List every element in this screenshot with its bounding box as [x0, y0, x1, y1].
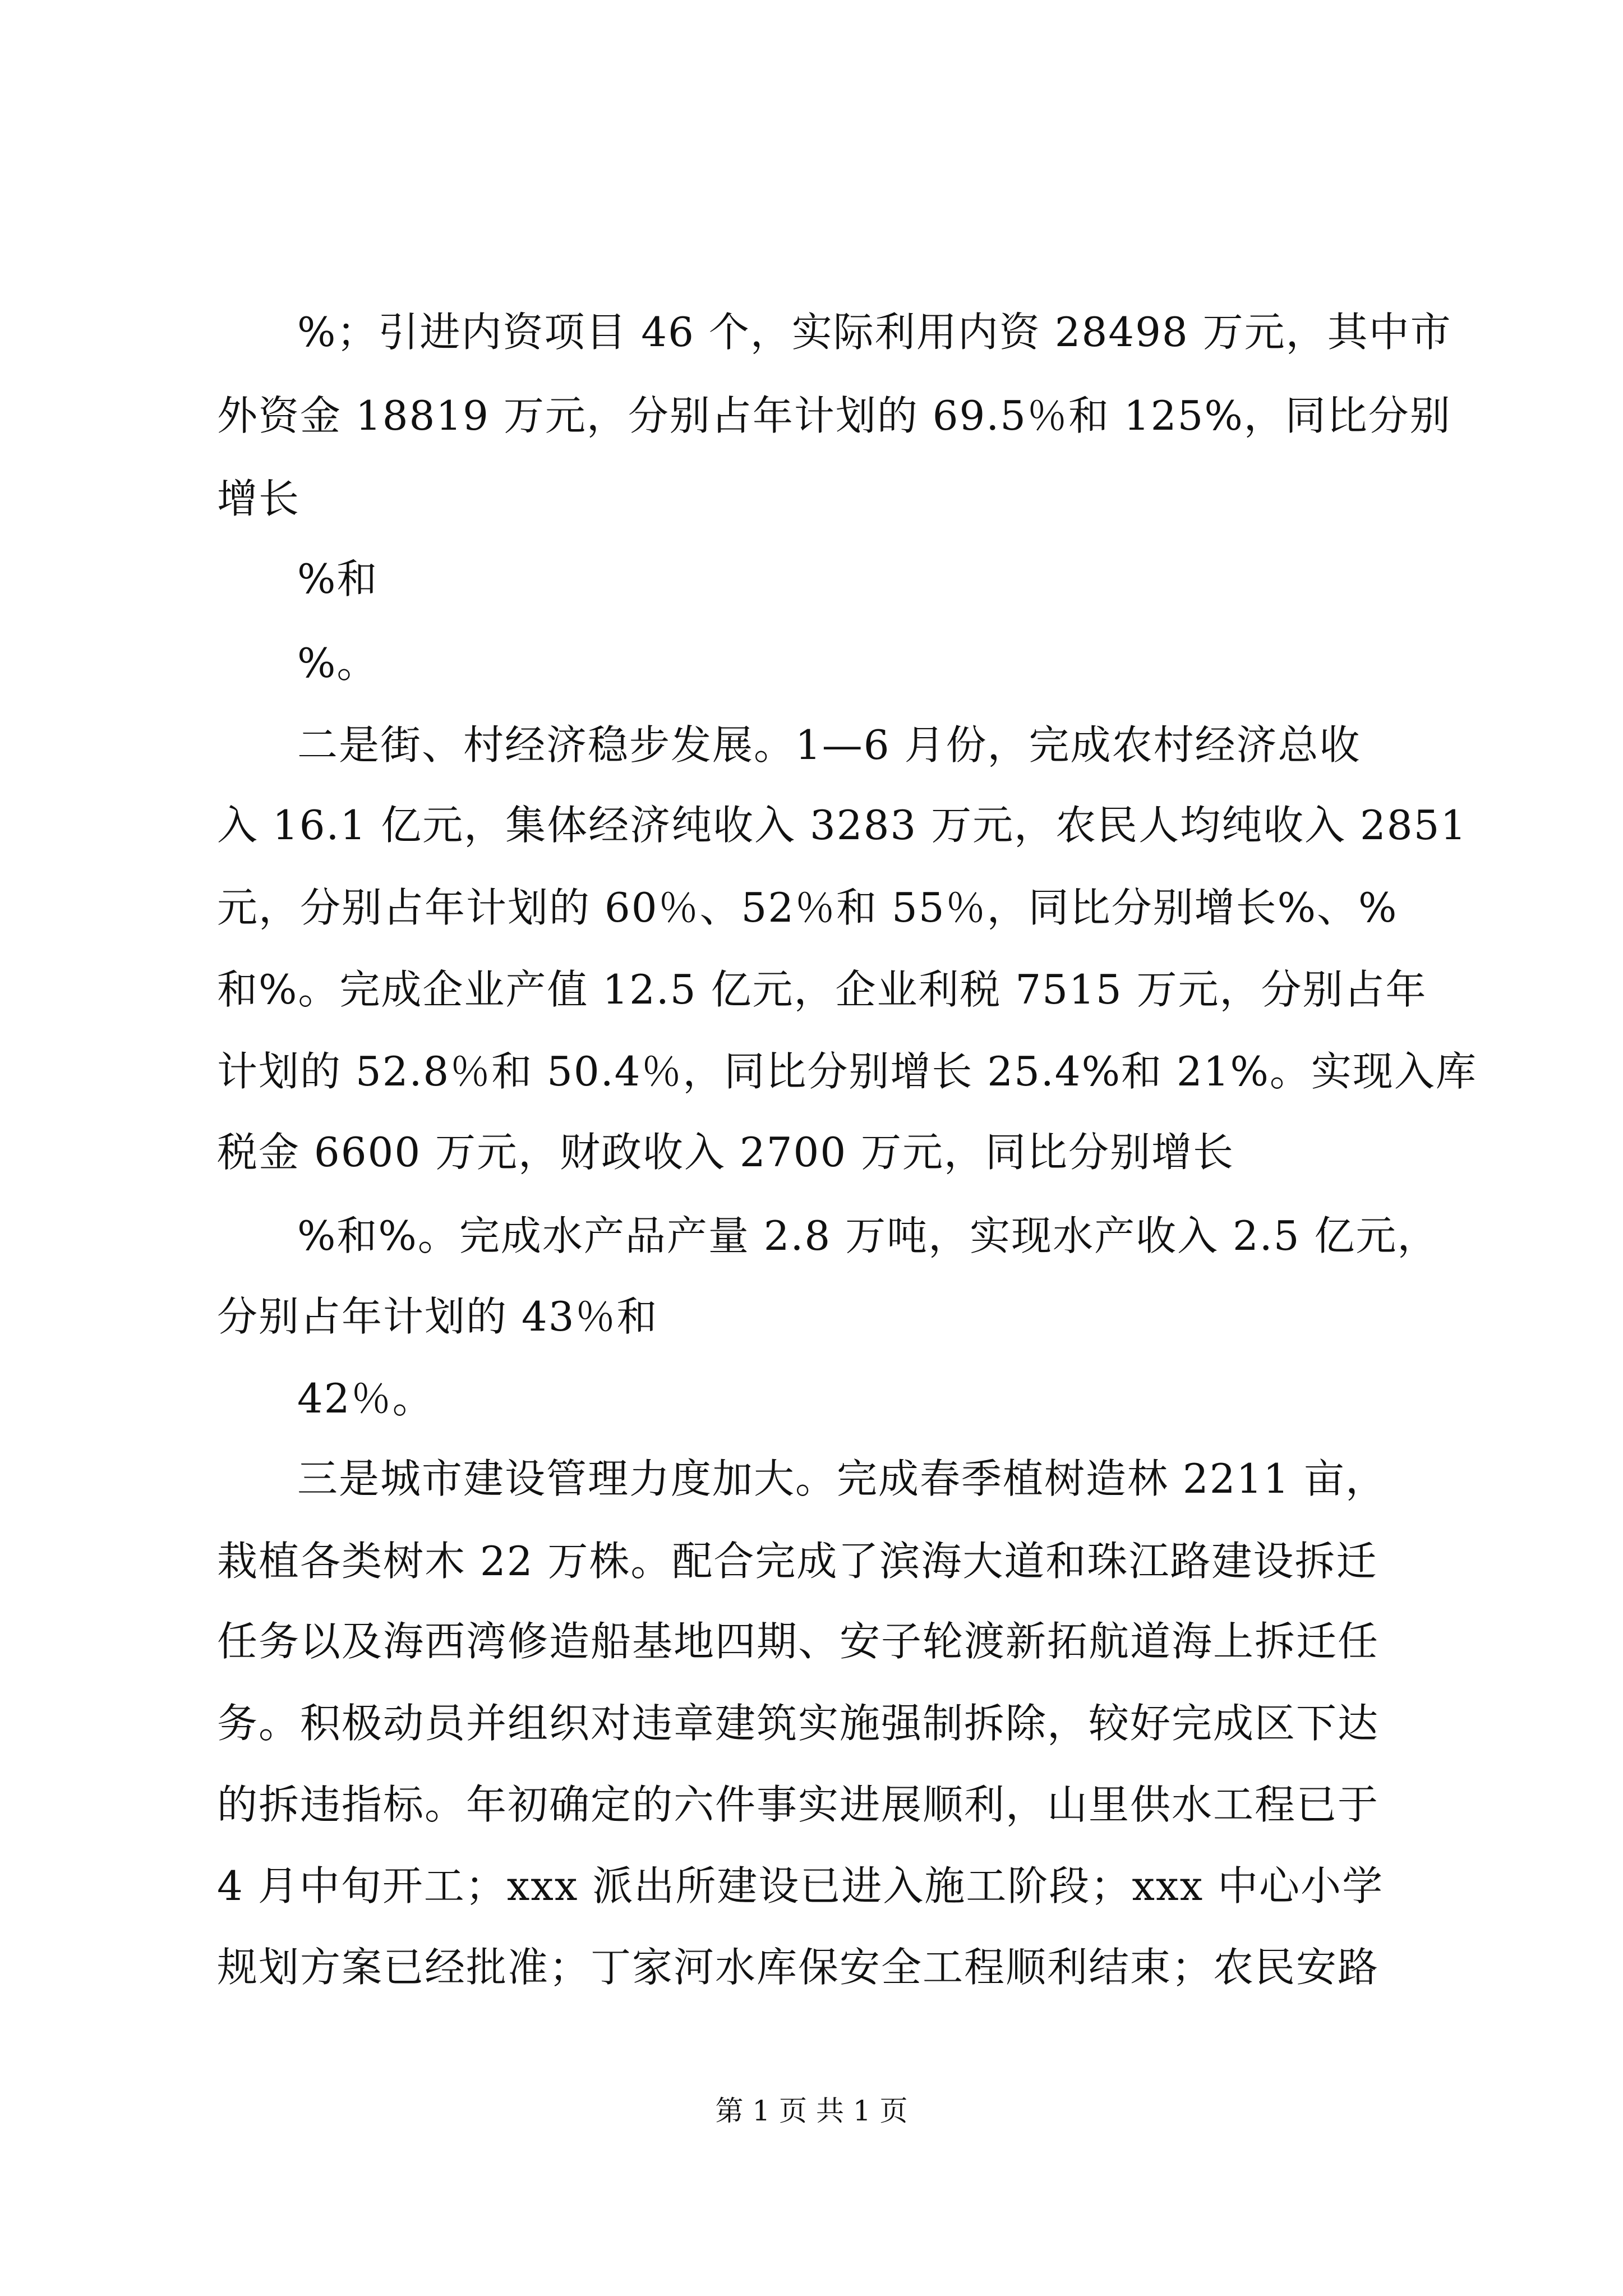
text-line-21: 规划方案已经批准；丁家河水库保安全工程顺利结束；农民安路 [217, 1944, 1380, 1991]
text-line-20: 4 月中旬开工；xxx 派出所建设已进入施工阶段；xxx 中心小学 [217, 1862, 1384, 1910]
text-line-11: 税金 6600 万元，财政收入 2700 万元，同比分别增长 [217, 1129, 1235, 1176]
text-line-18: 务。积极动员并组织对违章建筑实施强制拆除，较好完成区下达 [217, 1700, 1380, 1747]
text-line-8: 元，分别占年计划的 60％、52％和 55％，同比分别增长%、% [217, 884, 1398, 931]
text-line-15: 三是城市建设管理力度加大。完成春季植树造林 2211 亩， [297, 1455, 1387, 1502]
text-line-19: 的拆违指标。年初确定的六件事实进展顺利，山里供水工程已于 [217, 1781, 1380, 1828]
text-line-17: 任务以及海西湾修造船基地四期、安子轮渡新拓航道海上拆迁任 [217, 1618, 1380, 1665]
text-line-12: %和%。完成水产品产量 2.8 万吨，实现水产收入 2.5 亿元， [297, 1212, 1439, 1259]
page-number-footer: 第 1 页 共 1 页 [715, 2095, 908, 2127]
text-line-5: %。 [297, 639, 379, 687]
text-line-4: %和 [297, 555, 379, 602]
text-line-2: 外资金 18819 万元，分别占年计划的 69.5％和 125%，同比分别 [217, 392, 1451, 439]
text-line-10: 计划的 52.8％和 50.4％，同比分别增长 25.4%和 21%。实现入库 [217, 1048, 1477, 1095]
text-line-6: 二是街、村经济稳步发展。1—6 月份，完成农村经济总收 [297, 721, 1361, 769]
text-line-9: 和%。完成企业产值 12.5 亿元，企业利税 7515 万元，分别占年 [217, 966, 1427, 1013]
text-line-14: 42％。 [297, 1375, 434, 1422]
text-line-7: 入 16.1 亿元，集体经济纯收入 3283 万元，农民人均纯收入 2851 [217, 802, 1468, 849]
text-line-16: 栽植各类树木 22 万株。配合完成了滨海大道和珠江路建设拆迁 [217, 1538, 1378, 1585]
text-line-13: 分别占年计划的 43％和 [217, 1293, 658, 1340]
text-line-3: 增长 [217, 475, 301, 522]
text-line-1: %；引进内资项目 46 个，实际利用内资 28498 万元，其中市 [297, 309, 1452, 356]
